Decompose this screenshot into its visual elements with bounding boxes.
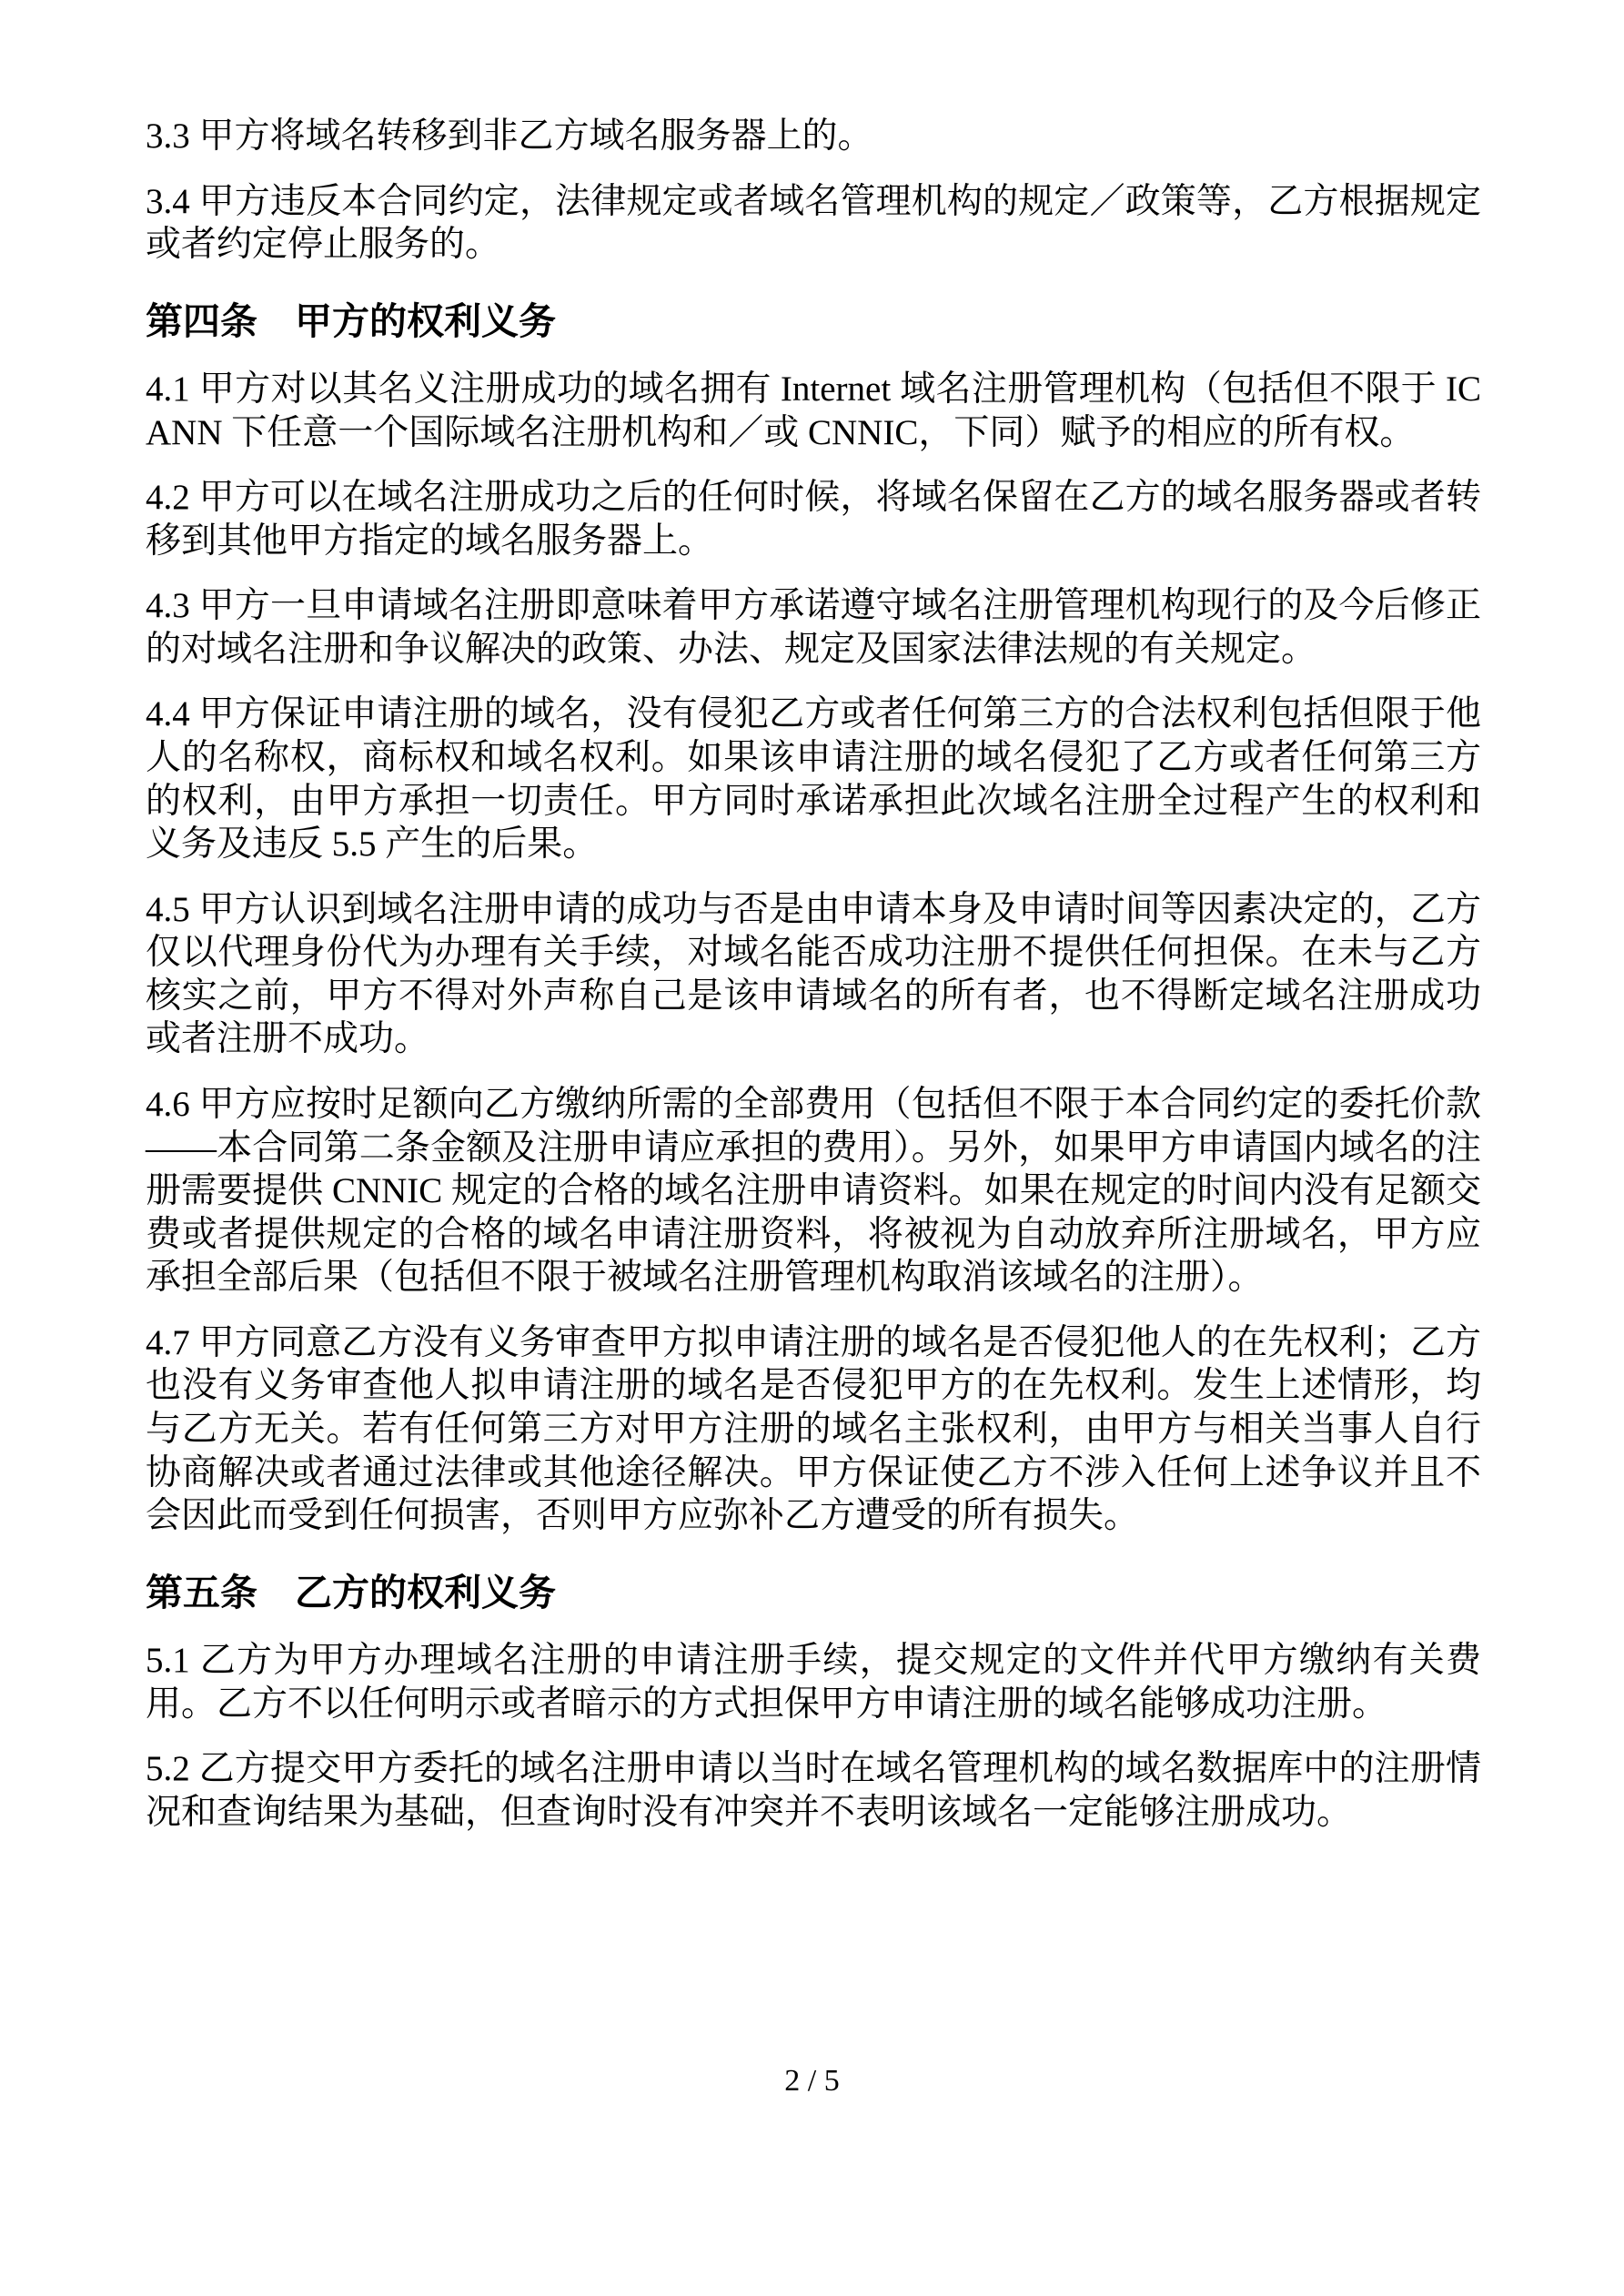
paragraph: 4.2 甲方可以在域名注册成功之后的任何时候，将域名保留在乙方的域名服务器或者转移到其他甲方指定的域名服务器上。 <box>146 478 1481 561</box>
paragraph: 4.7 甲方同意乙方没有义务审查甲方拟申请注册的域名是否侵犯他人的在先权利；乙方也没有义务审查他人拟申请注册的域名是否侵犯甲方的在先权利。发生上述情形，均与乙方无关。若有任何第三方对甲方注册的域名主张权利，由甲方与相关当事人自行协商解决或者通过法律或其他途径解决。甲方保证使乙方不涉入任何上述争议并且不会因此而受到任何损害，否则甲方应弥补乙方遭受的所有损失。 <box>146 1322 1481 1536</box>
paragraph: 4.6 甲方应按时足额向乙方缴纳所需的全部费用（包括但不限于本合同约定的委托价款——本合同第二条金额及注册申请应承担的费用）。另外，如果甲方申请国内域名的注册需要提供 CNNIC 规定的合格的域名注册申请资料。如果在规定的时间内没有足额交费或者提供规定的合格的域名申请注册资料，将被视为自动放弃所注册域名，甲方应承担全部后果（包括但不限于被域名注册管理机构取消该域名的注册）。 <box>146 1085 1481 1298</box>
paragraph: 3.3 甲方将域名转移到非乙方域名服务器上的。 <box>146 116 873 156</box>
paragraph: 5.2 乙方提交甲方委托的域名注册申请以当时在域名管理机构的域名数据库中的注册情况和查询结果为基础，但查询时没有冲突并不表明该域名一定能够注册成功。 <box>146 1749 1481 1832</box>
page-footer <box>0 2064 1624 2099</box>
paragraph: 4.5 甲方认识到域名注册申请的成功与否是由申请本身及申请时间等因素决定的，乙方仅以代理身份代为办理有关手续，对域名能否成功注册不提供任何担保。在未与乙方核实之前，甲方不得对外声称自己是该申请域名的所有者，也不得断定域名注册成功或者注册不成功。 <box>146 889 1481 1059</box>
paragraph: 4.3 甲方一旦申请域名注册即意味着甲方承诺遵守域名注册管理机构现行的及今后修正的对域名注册和争议解决的政策、办法、规定及国家法律法规的有关规定。 <box>146 586 1481 669</box>
paragraph: 4.4 甲方保证申请注册的域名，没有侵犯乙方或者任何第三方的合法权利包括但限于他人的名称权，商标权和域名权利。如果该申请注册的域名侵犯了乙方或者任何第三方的权利，由甲方承担一切责任。甲方同时承诺承担此次域名注册全过程产生的权利和义务及违反 5.5 产生的后果。 <box>146 694 1481 865</box>
page-number: 2 / 5 <box>784 2064 840 2098</box>
paragraph: 4.1 甲方对以其名义注册成功的域名拥有 Internet 域名注册管理机构（包括但不限于 ICANN 下任意一个国际域名注册机构和／或 CNNIC，下同）赋予的相应的所有权。 <box>146 369 1481 452</box>
contract-body <box>146 115 1481 1856</box>
paragraph: 3.4 甲方违反本合同约定，法律规定或者域名管理机构的规定／政策等，乙方根据规定或者约定停止服务的。 <box>146 181 1481 265</box>
section-heading: 第五条 乙方的权利义务 <box>146 1571 556 1613</box>
paragraph: 5.1 乙方为甲方办理域名注册的申请注册手续，提交规定的文件并代甲方缴纳有关费用。乙方不以任何明示或者暗示的方式担保甲方申请注册的域名能够成功注册。 <box>146 1640 1481 1724</box>
section-heading: 第四条 甲方的权利义务 <box>146 299 556 342</box>
